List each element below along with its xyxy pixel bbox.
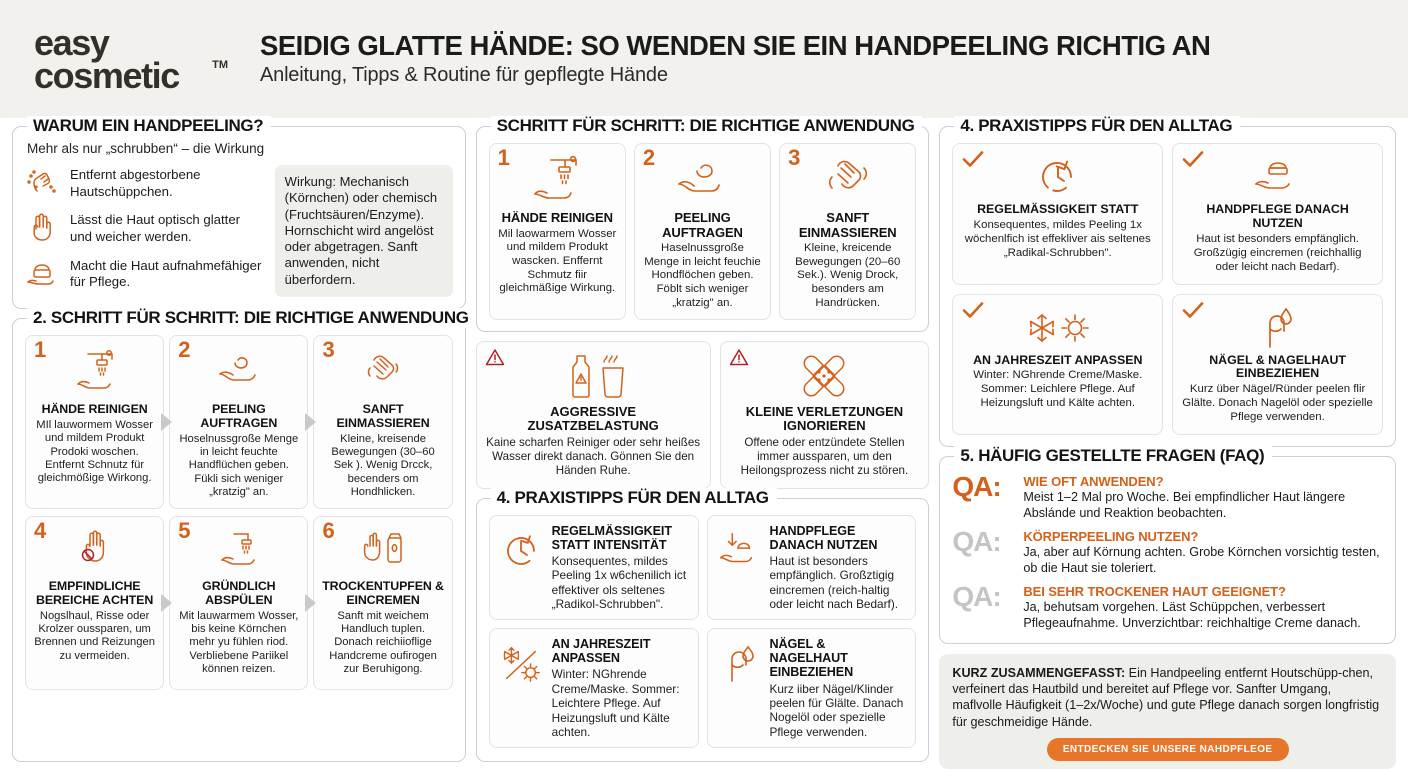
benefit-list <box>25 165 263 291</box>
step-arrow-icon <box>305 413 316 431</box>
section-why-handpeeling <box>12 116 466 309</box>
section-title-steps-middle: SCHRITT FÜR SCHRITT: DIE RICHTIGE ANWENDUNG <box>491 116 923 136</box>
check-icon <box>1182 301 1204 319</box>
section-tips-right <box>939 116 1396 447</box>
faq-item[interactable] <box>952 526 1383 576</box>
cta-container <box>952 738 1383 761</box>
check-icon <box>962 150 984 168</box>
step-number: 5 <box>178 517 191 543</box>
section-title-tips-right: 4. PRAXISTIPPS FÜR DEN ALLTAG <box>954 116 1240 136</box>
tip-card <box>489 628 699 748</box>
step-body: Kleine, kreisende Bewegungen (30–60 Sek ). Wenig Drcck, becenders om Hondhlicken. <box>331 432 435 499</box>
section-subtitle-why: Mehr als nur „schrubben“ – die Wirkung <box>27 141 265 156</box>
tip-card <box>1172 294 1383 436</box>
faq-answer: Ja, aber auf Körnung achten. Grobe Körnchen vorsichtig testen, ob die Haut sie toleriert. <box>1023 545 1380 575</box>
bottle-and-hot-glass-icon <box>553 349 633 403</box>
snowflake-sun-icon <box>499 637 543 685</box>
step-title: GRÜNDLICH ABSPÜLEN <box>202 578 276 607</box>
tip-title: AN JAHRESZEIT ANPASSEN <box>973 352 1143 367</box>
step-title: PEELING AUFTRAGEN <box>662 210 743 240</box>
list-item-label: Lässt die Haut optisch glatter und weicher werden. <box>70 212 241 244</box>
step-card <box>313 516 452 690</box>
section-title-tips-middle: 4. PRAXISTIPPS FÜR DEN ALLTAG <box>491 488 777 508</box>
effect-callout: Wirkung: Mechanisch (Körnchen) oder chemisch (Fruchtsäuren/Enzyme). Hornschicht wird angelöst oder abgetragen. Sanft anwenden, nicht überfordern. <box>275 165 453 297</box>
summary-text <box>952 665 1383 730</box>
step-title: EMPFINDLICHE BEREICHE ACHTEN <box>36 578 154 607</box>
crossed-plasters-icon <box>793 349 855 403</box>
warning-card <box>476 341 711 489</box>
step-card <box>634 143 771 320</box>
product-dollop-on-palm-icon <box>667 152 739 208</box>
column-middle <box>476 116 930 762</box>
tip-title: NÄGEL & NAGELHAUT EINBEZIEHEN <box>1209 352 1346 381</box>
warning-card-group <box>476 341 930 489</box>
header-text-block <box>260 31 1374 87</box>
tip-body: Kurz über Nägel/Ründer peelen flir Glälte. Donach Nagelöl oder spezielle Pflege verwenden. <box>1182 383 1373 424</box>
step-body: Hoselnussgroße Menge in leicht feuchte Handflüchen geben. Fükli sich weniger „kratzig" an. <box>179 432 299 499</box>
faq-question: KÖRPERPEELING NUTZEN? <box>1023 529 1199 545</box>
warning-triangle-icon <box>729 348 749 366</box>
step-card <box>779 143 916 320</box>
logo-line-2: cosmetic <box>34 55 179 96</box>
column-right <box>939 116 1396 762</box>
step-body: Mil laowarmem Wosser und mildem Produkt wascken. Enffernt Schmutz fiir gleichmäßige Wirkung. <box>498 227 617 295</box>
tip-body: Kurz iiber Nägel/Klinder peelen für Glälte. Danach Nogelöl oder spezielle Pflege verwenden. <box>769 681 904 739</box>
tip-card <box>1172 143 1383 285</box>
step-arrow-icon <box>161 594 172 612</box>
step-card <box>489 143 626 320</box>
faq-marker: QA: <box>952 581 1001 613</box>
trademark-symbol: TM <box>212 58 228 71</box>
tip-grid-right <box>952 143 1383 435</box>
step-number: 3 <box>788 145 801 170</box>
tip-title: REGELMÄSSIGKEIT STATT <box>977 202 1139 216</box>
step-number: 2 <box>178 336 191 362</box>
step-number: 1 <box>497 145 510 170</box>
section-title-faq: 5. HÄUFIG GESTELLTE FRAGEN (FAQ) <box>954 446 1272 466</box>
tip-title: HANDPFLEGE DANACH NUTZEN <box>769 523 878 552</box>
list-item <box>25 167 263 200</box>
tip-grid-middle <box>489 515 917 749</box>
page-title: SEIDIG GLATTE HÄNDE: SO WENDEN SIE EIN HANDPEELING RICHTIG AN <box>260 30 1211 62</box>
column-left <box>12 116 469 762</box>
warning-title: KLEINE VERLETZUNGEN IGNORIEREN <box>745 403 904 433</box>
faq-marker: QA: <box>952 526 1001 558</box>
step-arrow-icon <box>305 594 316 612</box>
section-faq <box>939 446 1396 644</box>
step-card <box>25 516 164 690</box>
section-tips-middle <box>476 487 930 762</box>
faq-item[interactable] <box>952 471 1383 521</box>
tip-body: Konsequentes, mildes Peeling 1x wöchenlfich ist effekliver ais seltenes „Radikal-Schrubben". <box>964 218 1151 259</box>
list-item-label: Macht die Haut aufnahmefähiger für Pflege. <box>70 257 262 290</box>
discover-handcare-button[interactable]: ENTDECKEN SIE UNSERE NAHDPFLEOE <box>1047 738 1289 761</box>
step-number: 1 <box>34 336 47 362</box>
list-item <box>25 258 263 291</box>
step-number: 3 <box>322 336 335 362</box>
check-icon <box>962 301 984 319</box>
faq-item[interactable] <box>952 581 1383 631</box>
summary-body: Ein Handpeeling entfernt Houtschüpp-chen, verfeinert das Hautbild und bereitet auf Pflege vor. Sanfter Umgang, maflvolle Häufigkeit (1–2x/Woche) und gute Pflege danach sorgen longfristig für geschmeidige Hände. <box>952 665 1380 729</box>
warning-body: Kaine scharfen Reiniger oder sehr heißes Wasser direkt danach. Gönnen Sie den Händen Ruhe. <box>486 436 701 478</box>
rinsing-hands-icon <box>208 525 270 577</box>
logo-line-1: easy <box>34 21 109 63</box>
summary-label: KURZ ZUSAMMENGEFASST: <box>952 665 1126 680</box>
warning-title: AGGRESSIVE ZUSATZBELASTUNG <box>527 403 659 433</box>
step-body: MIl lauwormem Wosser und mildem Produkt Prodoki woschen. Entfernt Schnutz für gleichmößige Wirkong. <box>36 418 153 485</box>
tip-card <box>707 628 917 748</box>
step-card <box>25 335 164 509</box>
tip-title: REGELMÄSSIGKEIT STATT INTENSITÄT <box>551 523 672 552</box>
step-body: Kleine, kreicende Bewegungen (20–60 Sek.). Wenig Drock, besonders am Handrücken. <box>795 242 901 309</box>
cream-jar-on-hand-icon <box>1250 154 1306 200</box>
tip-body: Haut ist besonders empfänglich. Großzügig eincremen (reichhallig oder leicht nach Bedarf). <box>1193 232 1362 273</box>
tip-card <box>489 515 699 621</box>
page-header <box>0 0 1408 118</box>
faq-answer: Meist 1–2 Mal pro Woche. Bei empfindlicher Haut längere Abslánde und Reaktion beobachten. <box>1023 490 1346 520</box>
faq-question: BEI SEHR TROCKENER HAUT GEEIGNET? <box>1023 584 1286 600</box>
step-number: 6 <box>322 517 335 543</box>
faq-list <box>952 473 1383 632</box>
step-number: 4 <box>34 517 47 543</box>
step-title: HÄNDE REINIGEN <box>41 401 148 416</box>
section-steps-middle <box>476 116 930 332</box>
step-number: 2 <box>642 145 656 170</box>
cream-jar-on-hand-icon <box>25 258 59 288</box>
tip-body: Konsequentes, mildes Peeling 1x w6chenilich ict effektiver ols seltenes „Radikol-Schrubben". <box>551 553 687 611</box>
step-grid-middle <box>489 143 917 320</box>
brand-logo <box>34 21 234 96</box>
step-body: Mit lauwarmem Wosser, bis keine Körnchen mehr yu fühlen riod. Verbliebene Pariikel können reizen. <box>179 609 299 676</box>
tip-body: Winter: NGhrende Creme/Maske. Sommer: Leichtere Pflege. Auf Heizungsluft und Kälte achten. <box>551 667 680 740</box>
tip-card <box>707 515 917 621</box>
warning-triangle-icon <box>485 348 505 366</box>
cream-drop-to-hand-icon <box>717 524 761 572</box>
massaging-hands-icon <box>352 344 414 400</box>
tip-title: NÄGEL & NAGELHAUT EINBEZIEHEN <box>769 637 854 680</box>
clock-arrow-icon <box>499 524 543 572</box>
hand-with-prohibition-icon <box>64 525 126 577</box>
step-title: HÄNDE REINIGEN <box>501 210 613 225</box>
tip-title: HANDPFLEGE DANACH NUTZEN <box>1206 202 1349 230</box>
step-body: Nogslhaul, Risse oder Krolzer oussparen, um Brennen und Reizungen zu vermeiden. <box>34 609 155 662</box>
snowflake-sun-icon <box>1022 305 1094 351</box>
section-title-steps-left: 2. SCHRITT FÜR SCHRITT: DIE RICHTIGE ANWENDUNG <box>27 308 477 328</box>
tip-body: Winter: NGhrende Creme/Maske. Sommer: Leichlere Pflege. Auf Heizungsluft und Kälte achten. <box>973 369 1143 410</box>
product-dollop-on-palm-icon <box>208 344 270 400</box>
tip-card <box>952 294 1163 436</box>
scrubbing-hands-icon <box>25 167 59 197</box>
step-card <box>169 335 308 509</box>
step-card <box>169 516 308 690</box>
warning-body: Offene oder entzündete Stellen immer aussparen, um den Heilongsprozess nicht zu stören. <box>740 436 909 478</box>
step-body: Sanft mit weichem Handluch tuplen. Donach reichiioflige Handcreme oufirogen zur Beruhigong. <box>329 609 437 676</box>
section-title-why: WARUM EIN HANDPEELING? <box>27 116 271 136</box>
summary-box <box>939 654 1396 769</box>
tip-card <box>952 143 1163 285</box>
faq-marker: QA: <box>952 471 1001 502</box>
list-item-label: Entfernt abgestorbene Hautschüppchen. <box>70 167 201 199</box>
page-subtitle: Anleitung, Tipps & Routine für gepflegte Hände <box>260 63 668 86</box>
step-arrow-icon <box>161 413 172 431</box>
step-card <box>313 335 452 509</box>
section-steps-left <box>12 307 469 762</box>
step-grid-left <box>25 335 453 690</box>
massaging-hands-icon <box>812 152 884 208</box>
nail-droplet-icon <box>1258 305 1298 351</box>
infographic-body <box>0 118 1408 768</box>
step-title: PEELING AUFTRAGEN <box>200 401 278 430</box>
tip-body: Haut ist besonders empfänglich. Großztigig eincremen (reich-haltig oder leicht nach Bedarf). <box>769 553 899 611</box>
nail-droplet-icon <box>717 637 761 685</box>
tip-title: AN JAHRESZEIT ANPASSEN <box>551 637 651 666</box>
step-title: TROCKENTUPFEN & EINCREMEN <box>322 578 444 607</box>
clock-arrow-icon <box>1036 154 1080 200</box>
hand-cream-tube-icon <box>352 525 414 577</box>
faq-answer: Ja, behutsam vorgehen. Läst Schüppchen, verbessert Pflegeaufnahme. Unverzichtbar: reichhaltige Creme danach. <box>1023 600 1361 631</box>
check-icon <box>1182 150 1204 168</box>
step-title: SANFT EINMASSIEREN <box>798 210 897 240</box>
open-palm-icon <box>25 212 59 242</box>
faucet-over-hand-icon <box>64 344 126 400</box>
list-item <box>25 212 263 245</box>
faucet-over-hand-icon <box>521 152 593 208</box>
step-title: SANFT EINMASSIEREN <box>336 401 430 430</box>
faq-question: WIE OFT ANWENDEN? <box>1023 474 1164 489</box>
warning-card <box>720 341 930 489</box>
step-body: Haselnussgroße Menge in leicht feuchie Hondflöchen geben. Föblt sich weniger „kratzig" an. <box>644 242 761 309</box>
